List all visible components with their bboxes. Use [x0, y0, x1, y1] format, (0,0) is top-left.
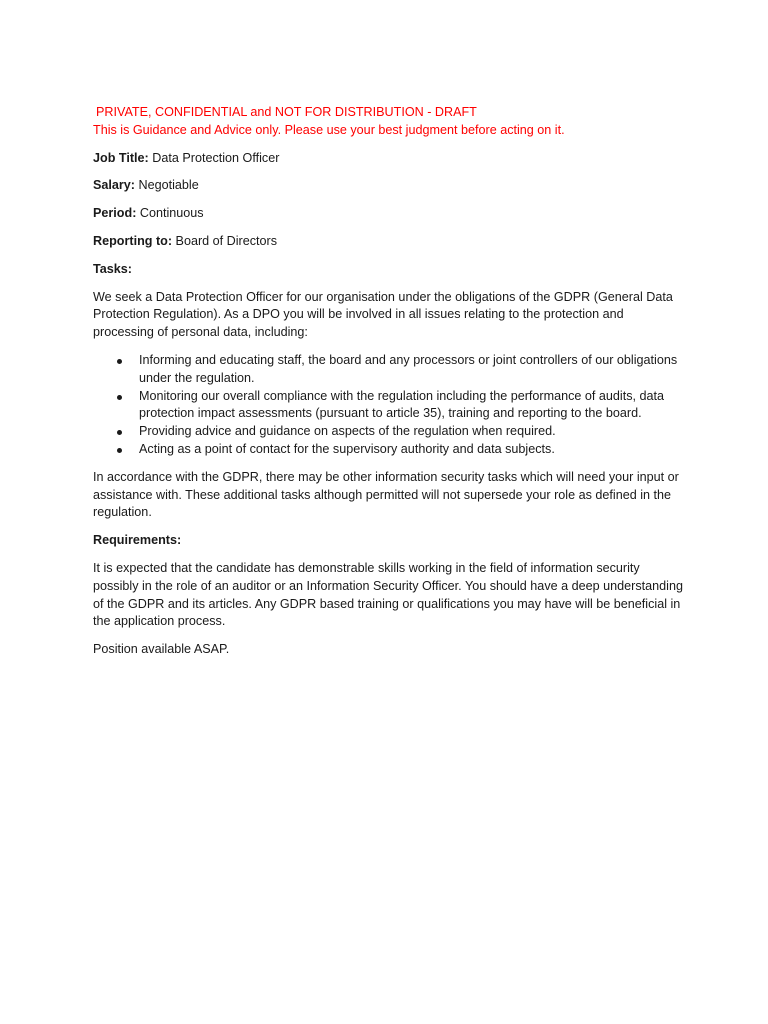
- salary-field: [93, 177, 683, 195]
- job-title-label: Job Title:: [93, 150, 149, 165]
- job-title-value: Data Protection Officer: [148, 150, 280, 165]
- bullet-icon: [117, 395, 122, 400]
- period-value: Continuous: [136, 206, 204, 221]
- tasks-intro: We seek a Data Protection Officer for our organisation under the obligations of the GDPR (General Data Protection Regulation). As a DPO you will be involved in all issues relating to the protection and processing of personal data, including:: [93, 289, 673, 340]
- reporting-to-value: Board of Directors: [172, 233, 278, 248]
- list-item: [93, 388, 683, 424]
- list-item: [93, 423, 683, 441]
- job-title-field: [93, 150, 683, 168]
- list-item: [93, 441, 683, 459]
- confidential-banner: PRIVATE, CONFIDENTIAL and NOT FOR DISTRIBUTION - DRAFT: [96, 105, 477, 119]
- tasks-heading: Tasks:: [93, 261, 132, 276]
- document-page: [93, 104, 683, 659]
- tasks-list: [93, 352, 683, 459]
- reporting-to-label: Reporting to:: [93, 233, 173, 248]
- list-item: [93, 352, 683, 388]
- period-label: Period:: [93, 206, 137, 221]
- reporting-to-field: [93, 233, 683, 251]
- list-item-text: Monitoring our overall compliance with the regulation including the performance of audits, data protection impact assessments (pursuant to article 35), training and reporting to the board.: [139, 388, 665, 421]
- list-item-text: Providing advice and guidance on aspects of the regulation when required.: [139, 424, 556, 439]
- tasks-closing: In accordance with the GDPR, there may be other information security tasks which will need your input or assistance with. These additional tasks although permitted will not supersede your role as defined in the regulation.: [93, 469, 679, 520]
- availability-note: Position available ASAP.: [93, 642, 230, 657]
- period-field: [93, 205, 683, 223]
- requirements-heading: Requirements:: [93, 533, 182, 548]
- bullet-icon: [117, 359, 122, 364]
- guidance-disclaimer: This is Guidance and Advice only. Please use your best judgment before acting on it.: [93, 122, 565, 137]
- salary-label: Salary:: [93, 178, 136, 193]
- bullet-icon: [117, 430, 122, 435]
- bullet-icon: [117, 448, 122, 453]
- salary-value: Negotiable: [135, 178, 199, 193]
- requirements-body: It is expected that the candidate has demonstrable skills working in the field of information security possibly in the role of an auditor or an Information Security Officer. You should have a deep understanding of the GDPR and its articles. Any GDPR based training or qualifications you may have will be beneficial in the application process.: [93, 560, 683, 629]
- list-item-text: Acting as a point of contact for the supervisory authority and data subjects.: [139, 441, 555, 456]
- list-item-text: Informing and educating staff, the board and any processors or joint controllers of our obligations under the regulation.: [139, 352, 678, 385]
